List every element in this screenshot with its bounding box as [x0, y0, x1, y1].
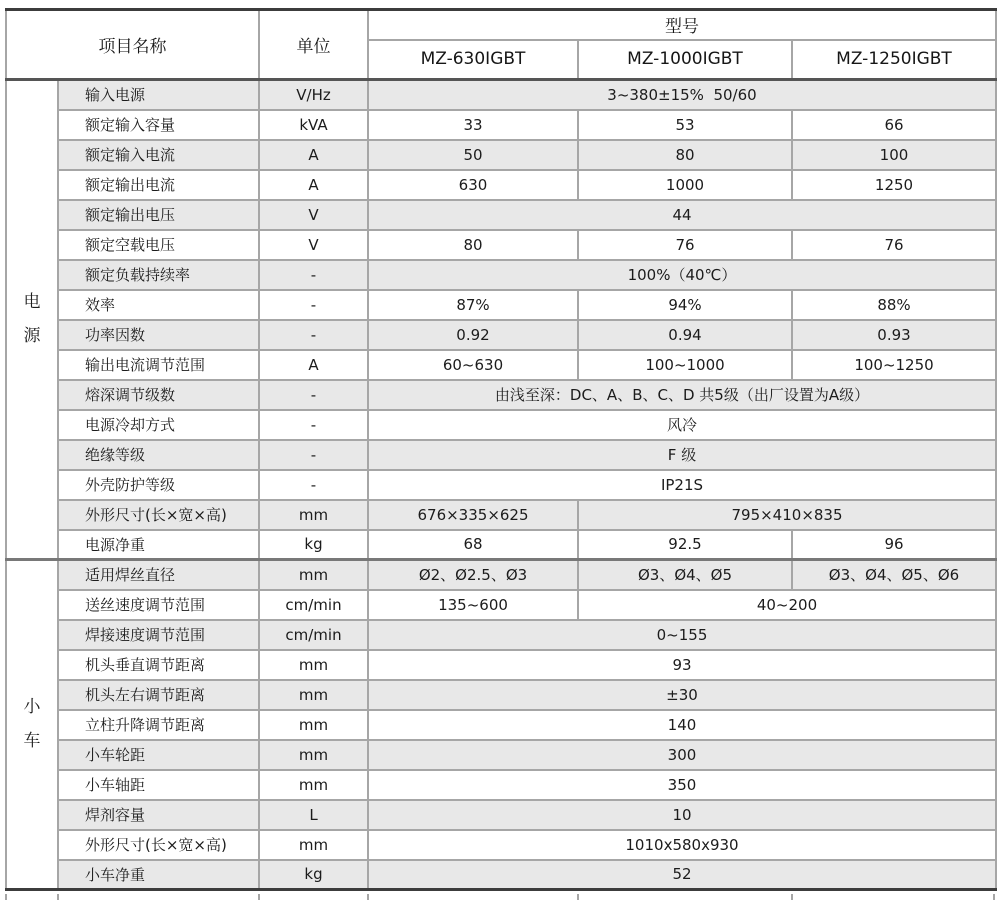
value-cell: 100~1000	[578, 350, 792, 380]
value-cell: 100~1250	[792, 350, 996, 380]
value-cell: 40~200	[578, 590, 996, 620]
value-cell: 80	[368, 230, 578, 260]
unit-cell: A	[259, 170, 368, 200]
value-cell: 1000	[578, 170, 792, 200]
table-row	[6, 350, 996, 380]
item-name-cell: 功率因数	[58, 320, 259, 350]
table-row	[6, 830, 996, 860]
unit-cell: -	[259, 410, 368, 440]
item-name-cell: 立柱升降调节距离	[58, 710, 259, 740]
table-row	[6, 440, 996, 470]
item-name-cell: 外形尺寸(长×宽×高)	[58, 830, 259, 860]
table-row	[6, 560, 996, 590]
table-row	[6, 680, 996, 710]
item-name-cell: 输入电源	[58, 80, 259, 110]
table-row	[6, 320, 996, 350]
table-row	[6, 380, 996, 410]
table-row	[6, 800, 996, 830]
value-cell: 60~630	[368, 350, 578, 380]
value-cell: Ø3、Ø4、Ø5	[578, 560, 792, 590]
unit-cell: kg	[259, 530, 368, 560]
header-item-name: 项目名称	[6, 10, 259, 80]
header-unit: 单位	[259, 10, 368, 80]
value-cell: 53	[578, 110, 792, 140]
value-cell: 76	[792, 230, 996, 260]
table-row	[6, 230, 996, 260]
value-cell: Ø2、Ø2.5、Ø3	[368, 560, 578, 590]
table-row	[6, 860, 996, 890]
value-cell: 50	[368, 140, 578, 170]
item-name-cell: 小车轴距	[58, 770, 259, 800]
header-row-top	[6, 10, 996, 40]
spec-table-body	[6, 80, 996, 890]
unit-cell: mm	[259, 830, 368, 860]
value-cell: 100%（40℃）	[368, 260, 996, 290]
item-name-cell: 机头垂直调节距离	[58, 650, 259, 680]
item-name-cell: 额定输出电压	[58, 200, 259, 230]
item-name-cell: 焊接速度调节范围	[58, 620, 259, 650]
value-cell: 0.94	[578, 320, 792, 350]
table-row	[6, 110, 996, 140]
section-label: 电 源	[6, 80, 58, 560]
header-model: 型号	[368, 10, 996, 40]
item-name-cell: 适用焊丝直径	[58, 560, 259, 590]
unit-cell: kg	[259, 860, 368, 890]
section-label: 小 车	[6, 560, 58, 890]
item-name-cell: 输出电流调节范围	[58, 350, 259, 380]
value-cell: 92.5	[578, 530, 792, 560]
unit-cell: A	[259, 140, 368, 170]
item-name-cell: 电源冷却方式	[58, 410, 259, 440]
unit-cell: -	[259, 470, 368, 500]
table-row	[6, 590, 996, 620]
unit-cell: A	[259, 350, 368, 380]
item-name-cell: 外形尺寸(长×宽×高)	[58, 500, 259, 530]
unit-cell: V	[259, 200, 368, 230]
unit-cell: -	[259, 260, 368, 290]
unit-cell: -	[259, 320, 368, 350]
unit-cell: mm	[259, 710, 368, 740]
item-name-cell: 外壳防护等级	[58, 470, 259, 500]
table-row	[6, 290, 996, 320]
value-cell: 76	[578, 230, 792, 260]
value-cell: 94%	[578, 290, 792, 320]
table-row	[6, 770, 996, 800]
value-cell: 44	[368, 200, 996, 230]
table-row	[6, 650, 996, 680]
model-name-3: MZ-1250IGBT	[792, 40, 996, 80]
spec-table-container	[5, 8, 997, 891]
grid-stub	[993, 894, 995, 900]
table-row	[6, 260, 996, 290]
table-row	[6, 620, 996, 650]
unit-cell: V/Hz	[259, 80, 368, 110]
value-cell: 96	[792, 530, 996, 560]
spec-table	[5, 8, 997, 891]
value-cell: IP21S	[368, 470, 996, 500]
value-cell: F 级	[368, 440, 996, 470]
value-cell: 由浅至深：DC、A、B、C、D 共5级（出厂设置为A级）	[368, 380, 996, 410]
value-cell: 0.93	[792, 320, 996, 350]
unit-cell: mm	[259, 680, 368, 710]
value-cell: ±30	[368, 680, 996, 710]
value-cell: 0~155	[368, 620, 996, 650]
value-cell: 1010x580x930	[368, 830, 996, 860]
item-name-cell: 熔深调节级数	[58, 380, 259, 410]
unit-cell: V	[259, 230, 368, 260]
unit-cell: kVA	[259, 110, 368, 140]
value-cell: 1250	[792, 170, 996, 200]
item-name-cell: 电源净重	[58, 530, 259, 560]
value-cell: 135~600	[368, 590, 578, 620]
value-cell: 100	[792, 140, 996, 170]
value-cell: 68	[368, 530, 578, 560]
value-cell: 52	[368, 860, 996, 890]
grid-stub	[367, 894, 369, 900]
grid-stub	[577, 894, 579, 900]
item-name-cell: 额定输入电流	[58, 140, 259, 170]
value-cell: 350	[368, 770, 996, 800]
value-cell: 630	[368, 170, 578, 200]
table-row	[6, 530, 996, 560]
item-name-cell: 小车净重	[58, 860, 259, 890]
value-cell: 66	[792, 110, 996, 140]
unit-cell: mm	[259, 650, 368, 680]
value-cell: 140	[368, 710, 996, 740]
value-cell: 676×335×625	[368, 500, 578, 530]
item-name-cell: 效率	[58, 290, 259, 320]
grid-stub	[57, 894, 59, 900]
item-name-cell: 绝缘等级	[58, 440, 259, 470]
value-cell: 87%	[368, 290, 578, 320]
item-name-cell: 小车轮距	[58, 740, 259, 770]
table-row	[6, 740, 996, 770]
unit-cell: -	[259, 380, 368, 410]
value-cell: 10	[368, 800, 996, 830]
unit-cell: -	[259, 290, 368, 320]
item-name-cell: 额定输入容量	[58, 110, 259, 140]
item-name-cell: 额定空载电压	[58, 230, 259, 260]
grid-stub	[5, 894, 7, 900]
table-row	[6, 500, 996, 530]
table-row	[6, 470, 996, 500]
item-name-cell: 送丝速度调节范围	[58, 590, 259, 620]
model-name-2: MZ-1000IGBT	[578, 40, 792, 80]
value-cell: 88%	[792, 290, 996, 320]
table-row	[6, 140, 996, 170]
unit-cell: cm/min	[259, 620, 368, 650]
value-cell: 33	[368, 110, 578, 140]
grid-stub	[791, 894, 793, 900]
model-name-1: MZ-630IGBT	[368, 40, 578, 80]
value-cell: 0.92	[368, 320, 578, 350]
value-cell: 795×410×835	[578, 500, 996, 530]
value-cell: 300	[368, 740, 996, 770]
grid-stub	[258, 894, 260, 900]
item-name-cell: 额定输出电流	[58, 170, 259, 200]
unit-cell: L	[259, 800, 368, 830]
unit-cell: mm	[259, 770, 368, 800]
value-cell: 80	[578, 140, 792, 170]
item-name-cell: 额定负载持续率	[58, 260, 259, 290]
unit-cell: mm	[259, 500, 368, 530]
table-row	[6, 200, 996, 230]
unit-cell: cm/min	[259, 590, 368, 620]
table-row	[6, 170, 996, 200]
value-cell: 风冷	[368, 410, 996, 440]
table-row	[6, 410, 996, 440]
item-name-cell: 机头左右调节距离	[58, 680, 259, 710]
item-name-cell: 焊剂容量	[58, 800, 259, 830]
table-row	[6, 710, 996, 740]
value-cell: 93	[368, 650, 996, 680]
value-cell: 3~380±15% 50/60	[368, 80, 996, 110]
value-cell: Ø3、Ø4、Ø5、Ø6	[792, 560, 996, 590]
unit-cell: mm	[259, 560, 368, 590]
table-row	[6, 80, 996, 110]
unit-cell: -	[259, 440, 368, 470]
unit-cell: mm	[259, 740, 368, 770]
